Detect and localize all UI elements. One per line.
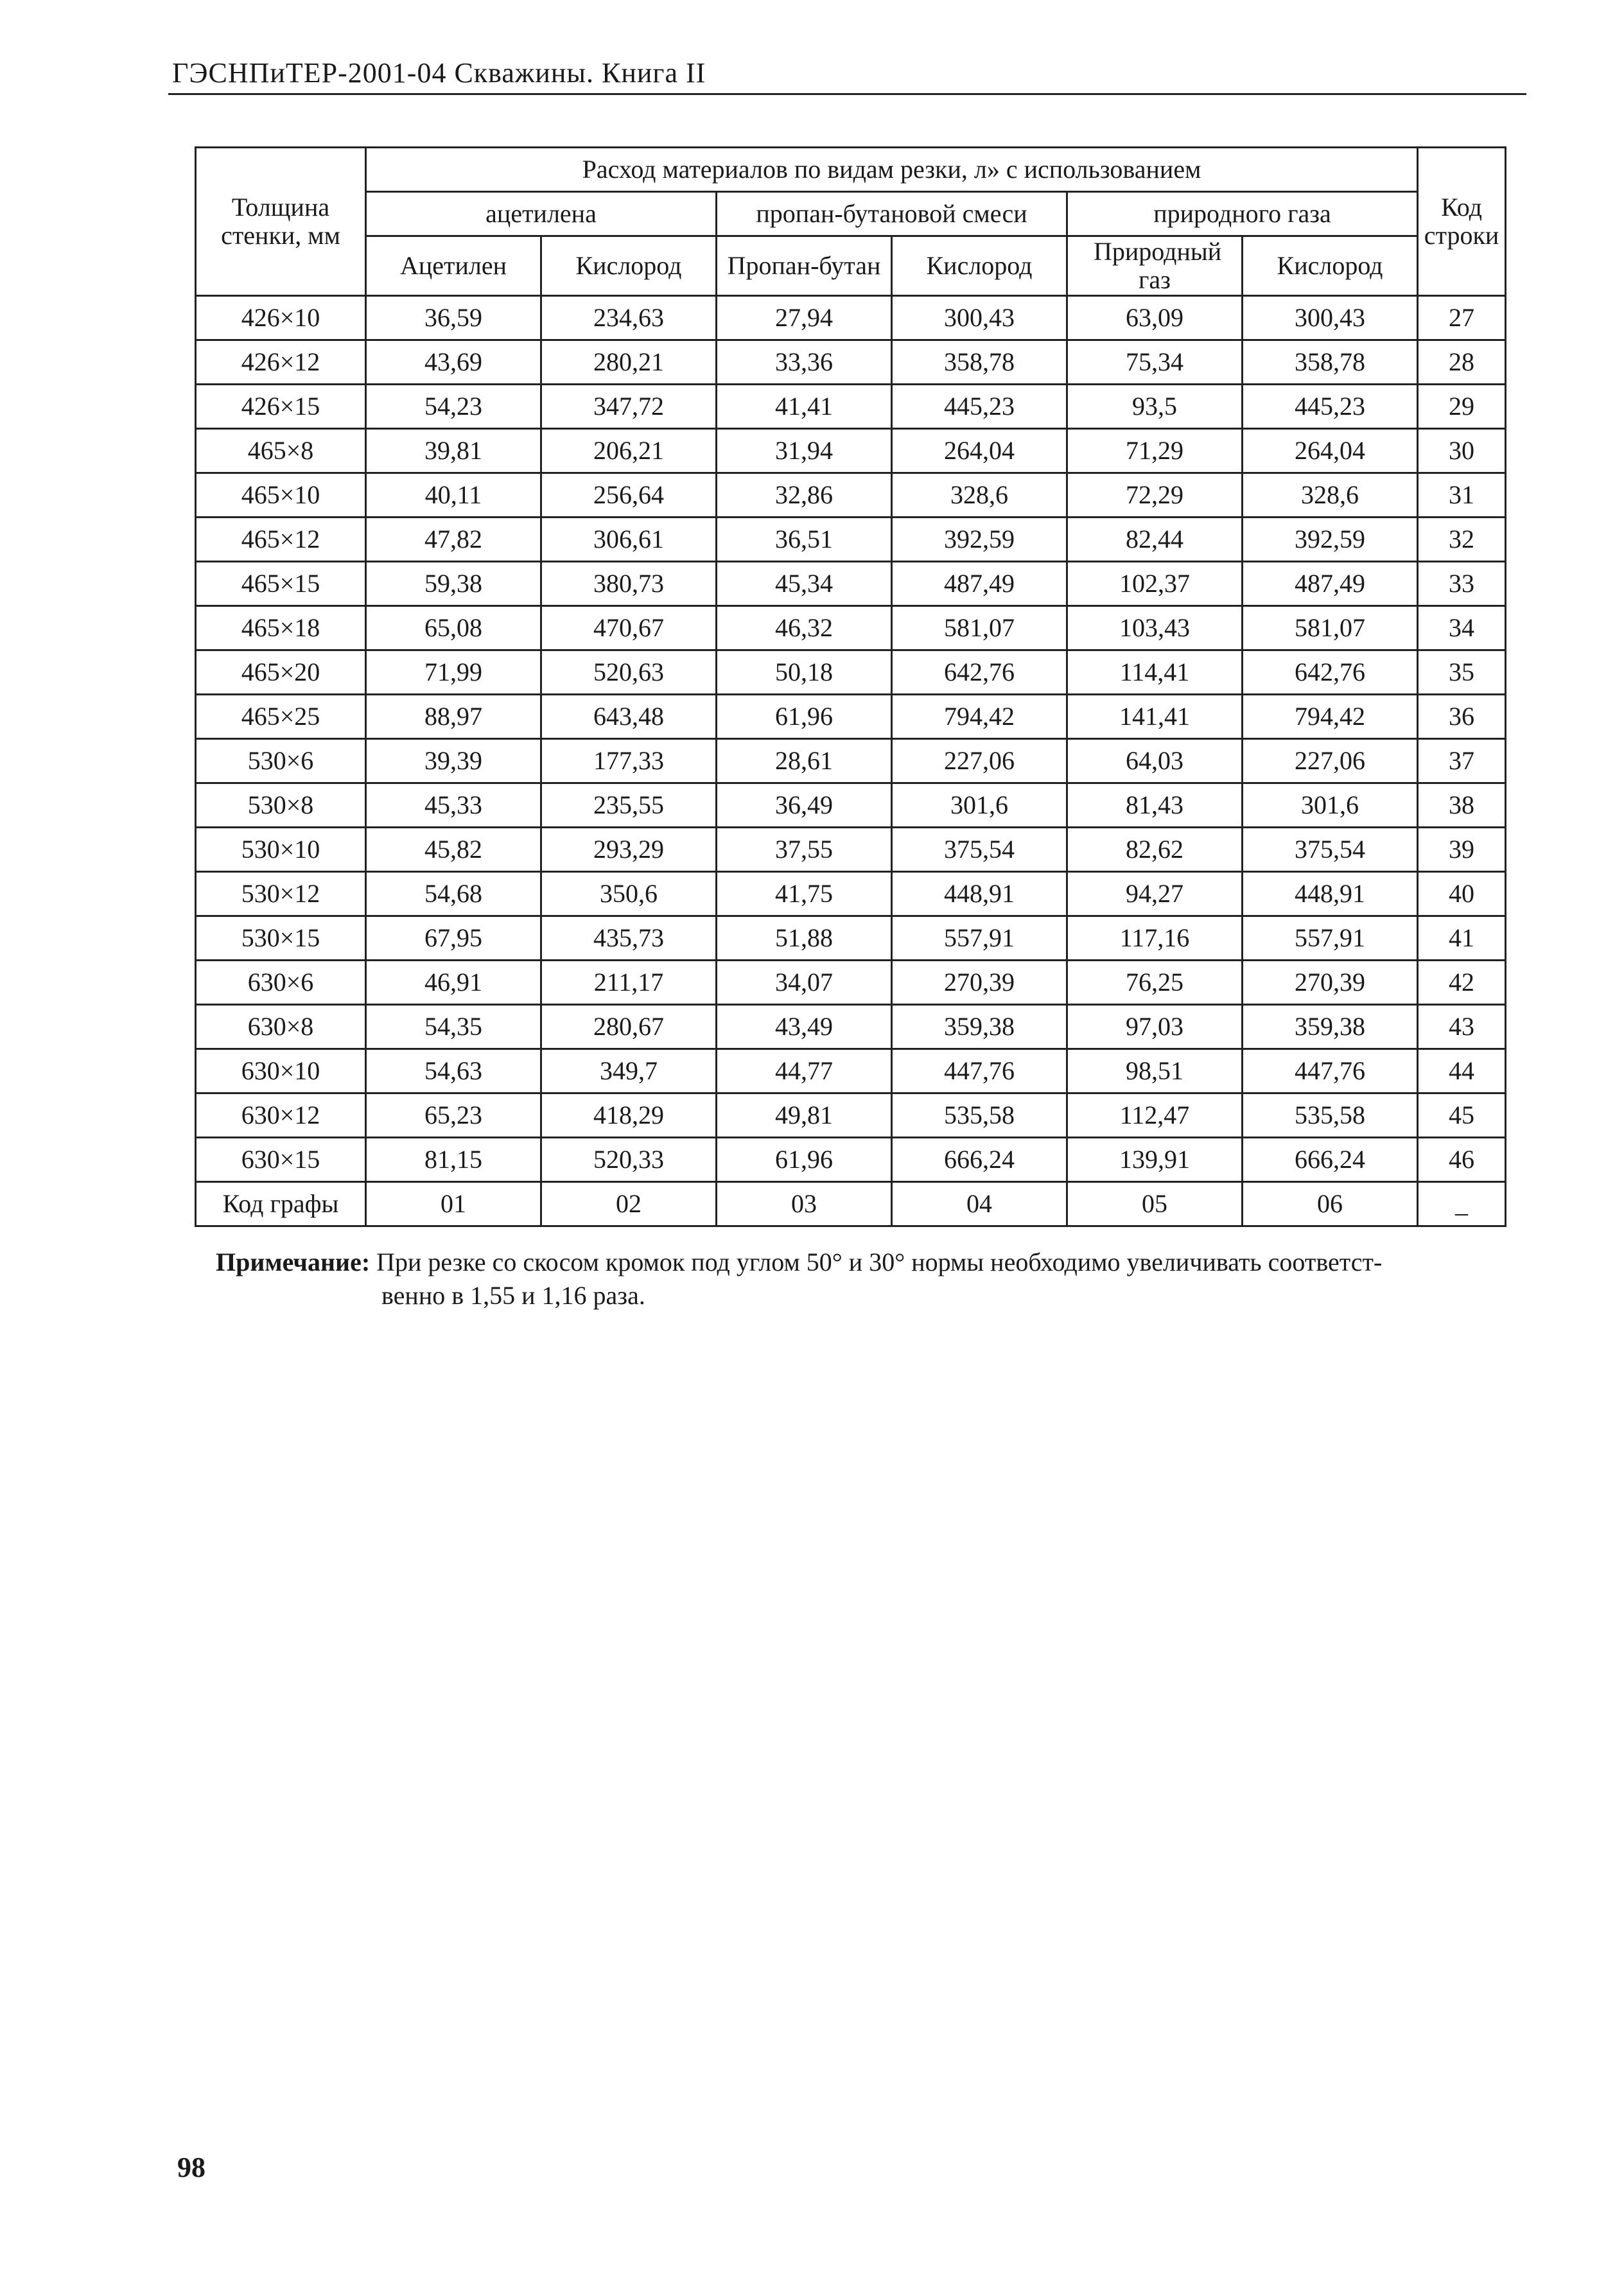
note-label: Примечание: [216, 1248, 371, 1276]
table-cell: 65,23 [366, 1093, 541, 1138]
table-cell: 530×8 [196, 783, 366, 828]
footer-cell: Код графы [196, 1182, 366, 1226]
table-cell: 392,59 [892, 518, 1067, 562]
table-cell: 44 [1418, 1049, 1506, 1093]
table-cell: 40,11 [366, 473, 541, 518]
table-cell: 45,82 [366, 828, 541, 872]
table-row [196, 828, 1506, 872]
table-cell: 30 [1418, 429, 1506, 473]
footer-cell: 02 [541, 1182, 717, 1226]
table-cell: 447,76 [892, 1049, 1067, 1093]
table-cell: 45,33 [366, 783, 541, 828]
table-cell: 72,29 [1067, 473, 1243, 518]
table-cell: 34,07 [717, 961, 892, 1005]
table-row [196, 1005, 1506, 1049]
header-group-acetylene: ацетилена [366, 192, 717, 236]
table-cell: 28 [1418, 340, 1506, 385]
table-cell: 234,63 [541, 296, 717, 340]
table-cell: 301,6 [1243, 783, 1418, 828]
table-cell: 46,91 [366, 961, 541, 1005]
table-cell: 630×6 [196, 961, 366, 1005]
header-group-natural-gas: природного газа [1067, 192, 1418, 236]
table-cell: 426×10 [196, 296, 366, 340]
table-cell: 54,68 [366, 872, 541, 916]
table-row [196, 650, 1506, 695]
table-cell: 98,51 [1067, 1049, 1243, 1093]
note-line-2: венно в 1,55 и 1,16 раза. [381, 1281, 645, 1310]
table-cell: 530×12 [196, 872, 366, 916]
table-cell: 630×10 [196, 1049, 366, 1093]
table-cell: 43,69 [366, 340, 541, 385]
table-cell: 41,75 [717, 872, 892, 916]
table-cell: 36,51 [717, 518, 892, 562]
table-cell: 630×15 [196, 1138, 366, 1182]
table-cell: 235,55 [541, 783, 717, 828]
page-number: 98 [177, 2152, 205, 2183]
table-cell: 45,34 [717, 562, 892, 606]
table-cell: 535,58 [1243, 1093, 1418, 1138]
table-cell: 81,43 [1067, 783, 1243, 828]
table-cell: 264,04 [892, 429, 1067, 473]
table-cell: 448,91 [892, 872, 1067, 916]
table-cell: 643,48 [541, 695, 717, 739]
table-cell: 530×15 [196, 916, 366, 961]
table-cell: 54,63 [366, 1049, 541, 1093]
table-cell: 102,37 [1067, 562, 1243, 606]
table-cell: 418,29 [541, 1093, 717, 1138]
table-cell: 97,03 [1067, 1005, 1243, 1049]
table-cell: 359,38 [892, 1005, 1067, 1049]
footer-cell: _ [1418, 1182, 1506, 1226]
table-cell: 392,59 [1243, 518, 1418, 562]
table-cell: 37 [1418, 739, 1506, 783]
table-cell: 358,78 [1243, 340, 1418, 385]
table-cell: 306,61 [541, 518, 717, 562]
table-cell: 347,72 [541, 385, 717, 429]
header-group-propane-butane: пропан-бутановой смеси [717, 192, 1067, 236]
table-cell: 46,32 [717, 606, 892, 650]
table-cell: 43,49 [717, 1005, 892, 1049]
header-rule [168, 93, 1526, 95]
table-cell: 61,96 [717, 695, 892, 739]
table-row [196, 1049, 1506, 1093]
table-cell: 465×20 [196, 650, 366, 695]
table-cell: 350,6 [541, 872, 717, 916]
table-cell: 81,15 [366, 1138, 541, 1182]
table-cell: 448,91 [1243, 872, 1418, 916]
subheader-acetylene: Ацетилен [366, 236, 541, 296]
table-cell: 630×8 [196, 1005, 366, 1049]
table-cell: 447,76 [1243, 1049, 1418, 1093]
table-cell: 29 [1418, 385, 1506, 429]
table-cell: 33,36 [717, 340, 892, 385]
note-line-1: При резке со скосом кромок под углом 50° и 30° нормы необходимо увеличивать соответст- [376, 1248, 1383, 1276]
header-thickness: Толщина стенки, мм [196, 148, 366, 296]
table-cell: 435,73 [541, 916, 717, 961]
table-cell: 114,41 [1067, 650, 1243, 695]
table-cell: 270,39 [892, 961, 1067, 1005]
table-cell: 88,97 [366, 695, 541, 739]
table-cell: 45 [1418, 1093, 1506, 1138]
header-consumption: Расход материалов по видам резки, л» с использованием [366, 148, 1418, 192]
table-cell: 359,38 [1243, 1005, 1418, 1049]
table-cell: 112,47 [1067, 1093, 1243, 1138]
table-row [196, 872, 1506, 916]
table-cell: 211,17 [541, 961, 717, 1005]
table-cell: 349,7 [541, 1049, 717, 1093]
table-cell: 465×25 [196, 695, 366, 739]
table-cell: 177,33 [541, 739, 717, 783]
table-cell: 44,77 [717, 1049, 892, 1093]
note [216, 1246, 1494, 1312]
table-cell: 465×15 [196, 562, 366, 606]
table-cell: 557,91 [892, 916, 1067, 961]
table-cell: 38 [1418, 783, 1506, 828]
footer-cell: 03 [717, 1182, 892, 1226]
table-row [196, 739, 1506, 783]
table-cell: 557,91 [1243, 916, 1418, 961]
table-cell: 445,23 [892, 385, 1067, 429]
subheader-propane-butane: Пропан-бутан [717, 236, 892, 296]
table-cell: 358,78 [892, 340, 1067, 385]
table-cell: 36,59 [366, 296, 541, 340]
table-row [196, 296, 1506, 340]
table-cell: 280,21 [541, 340, 717, 385]
table-cell: 465×18 [196, 606, 366, 650]
table-row [196, 340, 1506, 385]
table-cell: 642,76 [892, 650, 1067, 695]
table-cell: 487,49 [1243, 562, 1418, 606]
table-footer-row [196, 1182, 1506, 1226]
table-cell: 794,42 [1243, 695, 1418, 739]
table-cell: 75,34 [1067, 340, 1243, 385]
table-cell: 41 [1418, 916, 1506, 961]
table-cell: 581,07 [892, 606, 1067, 650]
table-cell: 36 [1418, 695, 1506, 739]
table-cell: 50,18 [717, 650, 892, 695]
subheader-natural-gas: Природный газ [1067, 236, 1243, 296]
table-cell: 426×12 [196, 340, 366, 385]
table-cell: 293,29 [541, 828, 717, 872]
table-row [196, 695, 1506, 739]
table-cell: 581,07 [1243, 606, 1418, 650]
footer-cell: 05 [1067, 1182, 1243, 1226]
table-cell: 31 [1418, 473, 1506, 518]
table-cell: 642,76 [1243, 650, 1418, 695]
table-cell: 42 [1418, 961, 1506, 1005]
table-cell: 301,6 [892, 783, 1067, 828]
table-cell: 375,54 [892, 828, 1067, 872]
table-cell: 51,88 [717, 916, 892, 961]
table-row [196, 385, 1506, 429]
table-cell: 380,73 [541, 562, 717, 606]
table-cell: 117,16 [1067, 916, 1243, 961]
table-cell: 33 [1418, 562, 1506, 606]
table-row [196, 1093, 1506, 1138]
page-header: ГЭСНПиТЕР-2001-04 Скважины. Книга II [172, 57, 706, 89]
table-cell: 270,39 [1243, 961, 1418, 1005]
table-row [196, 518, 1506, 562]
subheader-oxygen-2: Кислород [892, 236, 1067, 296]
table-cell: 76,25 [1067, 961, 1243, 1005]
table-cell: 61,96 [717, 1138, 892, 1182]
table-cell: 32,86 [717, 473, 892, 518]
table-cell: 82,62 [1067, 828, 1243, 872]
table-cell: 426×15 [196, 385, 366, 429]
materials-table [195, 146, 1506, 1227]
footer-cell: 04 [892, 1182, 1067, 1226]
table-cell: 43 [1418, 1005, 1506, 1049]
table-row [196, 562, 1506, 606]
table-cell: 794,42 [892, 695, 1067, 739]
table-row [196, 783, 1506, 828]
table-cell: 264,04 [1243, 429, 1418, 473]
table-row [196, 429, 1506, 473]
table-cell: 93,5 [1067, 385, 1243, 429]
table-row [196, 606, 1506, 650]
table-cell: 32 [1418, 518, 1506, 562]
table-cell: 34 [1418, 606, 1506, 650]
table-cell: 54,23 [366, 385, 541, 429]
table-cell: 71,29 [1067, 429, 1243, 473]
table-cell: 487,49 [892, 562, 1067, 606]
table-cell: 41,41 [717, 385, 892, 429]
table-cell: 256,64 [541, 473, 717, 518]
table-cell: 465×12 [196, 518, 366, 562]
table-cell: 630×12 [196, 1093, 366, 1138]
table-cell: 470,67 [541, 606, 717, 650]
table-cell: 27 [1418, 296, 1506, 340]
table-cell: 141,41 [1067, 695, 1243, 739]
table-cell: 27,94 [717, 296, 892, 340]
table-cell: 40 [1418, 872, 1506, 916]
table-cell: 328,6 [1243, 473, 1418, 518]
table-row [196, 473, 1506, 518]
table-cell: 465×8 [196, 429, 366, 473]
subheader-oxygen-3: Кислород [1243, 236, 1418, 296]
table-cell: 39,81 [366, 429, 541, 473]
table-cell: 465×10 [196, 473, 366, 518]
subheader-oxygen-1: Кислород [541, 236, 717, 296]
table-cell: 63,09 [1067, 296, 1243, 340]
table-cell: 71,99 [366, 650, 541, 695]
table-cell: 520,63 [541, 650, 717, 695]
table-cell: 49,81 [717, 1093, 892, 1138]
header-row-code: Код строки [1418, 148, 1506, 296]
table-cell: 37,55 [717, 828, 892, 872]
table-cell: 535,58 [892, 1093, 1067, 1138]
table-cell: 59,38 [366, 562, 541, 606]
table-cell: 139,91 [1067, 1138, 1243, 1182]
table-cell: 54,35 [366, 1005, 541, 1049]
table-row [196, 916, 1506, 961]
table-cell: 65,08 [366, 606, 541, 650]
table-cell: 300,43 [1243, 296, 1418, 340]
table-cell: 445,23 [1243, 385, 1418, 429]
table-cell: 28,61 [717, 739, 892, 783]
table-cell: 94,27 [1067, 872, 1243, 916]
table-cell: 64,03 [1067, 739, 1243, 783]
footer-cell: 06 [1243, 1182, 1418, 1226]
table-cell: 103,43 [1067, 606, 1243, 650]
table-cell: 227,06 [892, 739, 1067, 783]
table-cell: 328,6 [892, 473, 1067, 518]
table-cell: 227,06 [1243, 739, 1418, 783]
table-cell: 31,94 [717, 429, 892, 473]
table-cell: 46 [1418, 1138, 1506, 1182]
table-cell: 35 [1418, 650, 1506, 695]
table-cell: 280,67 [541, 1005, 717, 1049]
table-row [196, 1138, 1506, 1182]
table-cell: 36,49 [717, 783, 892, 828]
table-cell: 530×6 [196, 739, 366, 783]
table-cell: 39,39 [366, 739, 541, 783]
table-cell: 666,24 [892, 1138, 1067, 1182]
table-cell: 47,82 [366, 518, 541, 562]
table-cell: 300,43 [892, 296, 1067, 340]
table-cell: 530×10 [196, 828, 366, 872]
table-cell: 206,21 [541, 429, 717, 473]
footer-cell: 01 [366, 1182, 541, 1226]
table-cell: 67,95 [366, 916, 541, 961]
table-cell: 375,54 [1243, 828, 1418, 872]
table-cell: 39 [1418, 828, 1506, 872]
table-cell: 666,24 [1243, 1138, 1418, 1182]
table-cell: 520,33 [541, 1138, 717, 1182]
table-row [196, 961, 1506, 1005]
table-cell: 82,44 [1067, 518, 1243, 562]
